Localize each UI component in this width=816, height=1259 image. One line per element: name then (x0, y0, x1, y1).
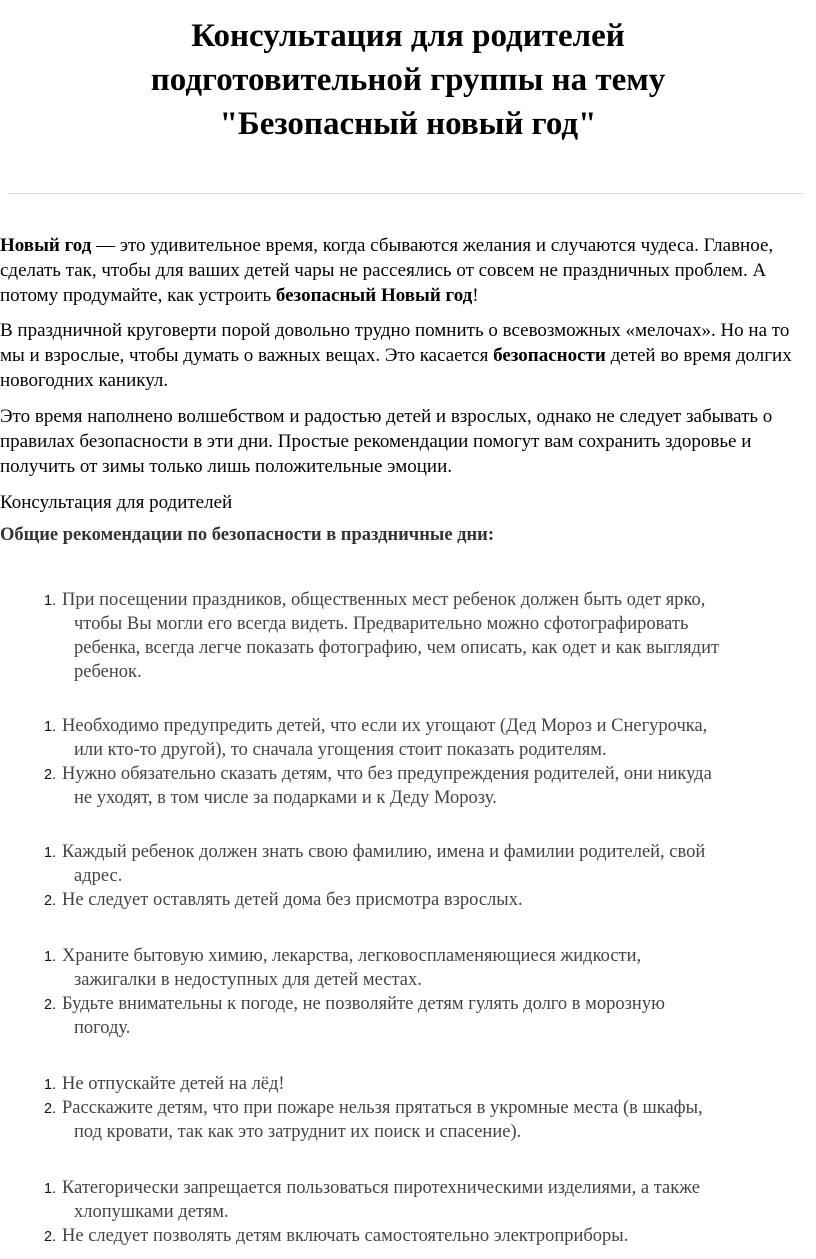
p2-text-2: детей во время долгих новогодних каникул. (0, 345, 792, 391)
bold-safe-new-year: безопасный Новый год (275, 285, 473, 306)
list-item-text-line: ребенка, всегда легче показать фотографию, чем описать, как одет и как выглядит (74, 638, 720, 658)
list-item-text-line: хлопушками детям. (74, 1202, 229, 1222)
list-item (0, 944, 816, 992)
list-item-text-line: Не следует оставлять детей дома без присмотра взрослых. (62, 890, 523, 910)
recommendation-group (0, 944, 816, 1040)
list-item (0, 1176, 816, 1224)
list-item-text-line: Каждый ребенок должен знать свою фамилию, имена и фамилии родителей, свой (62, 842, 706, 862)
list-item-text-line: погоду. (74, 1018, 131, 1038)
recommendation-group (0, 1176, 816, 1248)
title-line-3: "Безопасный новый год" (219, 106, 597, 142)
intro-paragraph-1 (0, 233, 812, 308)
list-item-text-line: Храните бытовую химию, лекарства, легковоспламеняющиеся жидкости, (62, 946, 642, 966)
list-item-number: 1. (44, 593, 57, 609)
list-item (0, 714, 816, 762)
recommendation-group (0, 840, 816, 912)
intro-paragraph-2 (0, 318, 812, 393)
list-item (0, 992, 816, 1040)
list-item (0, 888, 816, 912)
list-item-text-line: не уходят, в том числе за подарками и к Деду Морозу. (74, 788, 497, 808)
list-item-number: 1. (44, 949, 57, 965)
list-item-text-line: Не отпускайте детей на лёд! (62, 1074, 285, 1094)
title-line-2: подготовительной группы на тему (150, 62, 666, 98)
title-divider (8, 193, 804, 194)
list-item-text-line: Не следует позволять детям включать самостоятельно электроприборы. (62, 1226, 629, 1246)
list-item-text-line: чтобы Вы могли его всегда видеть. Предварительно можно сфотографировать (74, 614, 689, 634)
list-item-number: 2. (44, 893, 57, 909)
list-item (0, 840, 816, 888)
list-item-number: 2. (44, 997, 57, 1013)
list-item-number: 2. (44, 1101, 57, 1117)
list-item-text-line: ребенок. (74, 662, 142, 682)
list-item (0, 588, 816, 684)
list-item-text-line: зажигалки в недоступных для детей местах. (74, 970, 422, 990)
list-item-text-line: или кто-то другой), то сначала угощения стоит показать родителям. (74, 740, 607, 760)
list-item-number: 1. (44, 1181, 57, 1197)
p2-text-1: В праздничной круговерти порой довольно трудно помнить о всевозможных «мелочах». Но на то мы и взрослые, чтобы думать о важных вещах. Это касается (0, 320, 790, 366)
document-title (0, 14, 816, 146)
list-item (0, 762, 816, 810)
list-item-text-line: Расскажите детям, что при пожаре нельзя прятаться в укромные места (в шкафы, (62, 1098, 703, 1118)
title-line-1: Консультация для родителей (191, 18, 625, 54)
intro-section (0, 233, 812, 548)
p1-text-2: ! (472, 285, 479, 306)
intro-paragraph-3: Это время наполнено волшебством и радостью детей и взрослых, однако не следует забывать о правилах безопасности в эти дни. Простые рекомендации помогут вам сохранить здоровье и получить от зимы только лишь положительные эмоции. (0, 406, 773, 477)
recommendation-group (0, 714, 816, 810)
recommendation-lists (0, 558, 816, 1248)
recommendations-heading: Общие рекомендации по безопасности в праздничные дни: (0, 525, 494, 545)
list-item-text-line: Необходимо предупредить детей, что если их угощают (Дед Мороз и Снегурочка, (62, 716, 708, 736)
bold-new-year: Новый год (0, 235, 92, 256)
list-item (0, 1224, 816, 1248)
list-item-number: 2. (44, 767, 57, 783)
list-item-text-line: Категорически запрещается пользоваться пиротехническими изделиями, а также (62, 1178, 700, 1198)
list-item-text-line: под кровати, так как это затруднит их поиск и спасение). (74, 1122, 522, 1142)
bold-safety: безопасности (493, 345, 606, 366)
list-item-text-line: адрес. (74, 866, 123, 886)
list-item-number: 2. (44, 1229, 57, 1245)
consultation-label: Консультация для родителей (0, 492, 233, 513)
list-item-number: 1. (44, 1077, 57, 1093)
list-item-number: 1. (44, 719, 57, 735)
p1-text-1: — это удивительное время, когда сбываются желания и случаются чудеса. Главное, сделать так, чтобы для ваших детей чары не рассеялись от совсем не праздничных проблем. А потому продумайте, как устроить (0, 235, 774, 306)
recommendation-group (0, 588, 816, 684)
list-item-text-line: Нужно обязательно сказать детям, что без предупреждения родителей, они никуда (62, 764, 712, 784)
list-item-text-line: При посещении праздников, общественных мест ребенок должен быть одет ярко, (62, 590, 706, 610)
list-item (0, 1096, 816, 1144)
list-item-text-line: Будьте внимательны к погоде, не позволяйте детям гулять долго в морозную (62, 994, 665, 1014)
recommendation-group (0, 1072, 816, 1144)
list-item-number: 1. (44, 845, 57, 861)
list-item (0, 1072, 816, 1096)
